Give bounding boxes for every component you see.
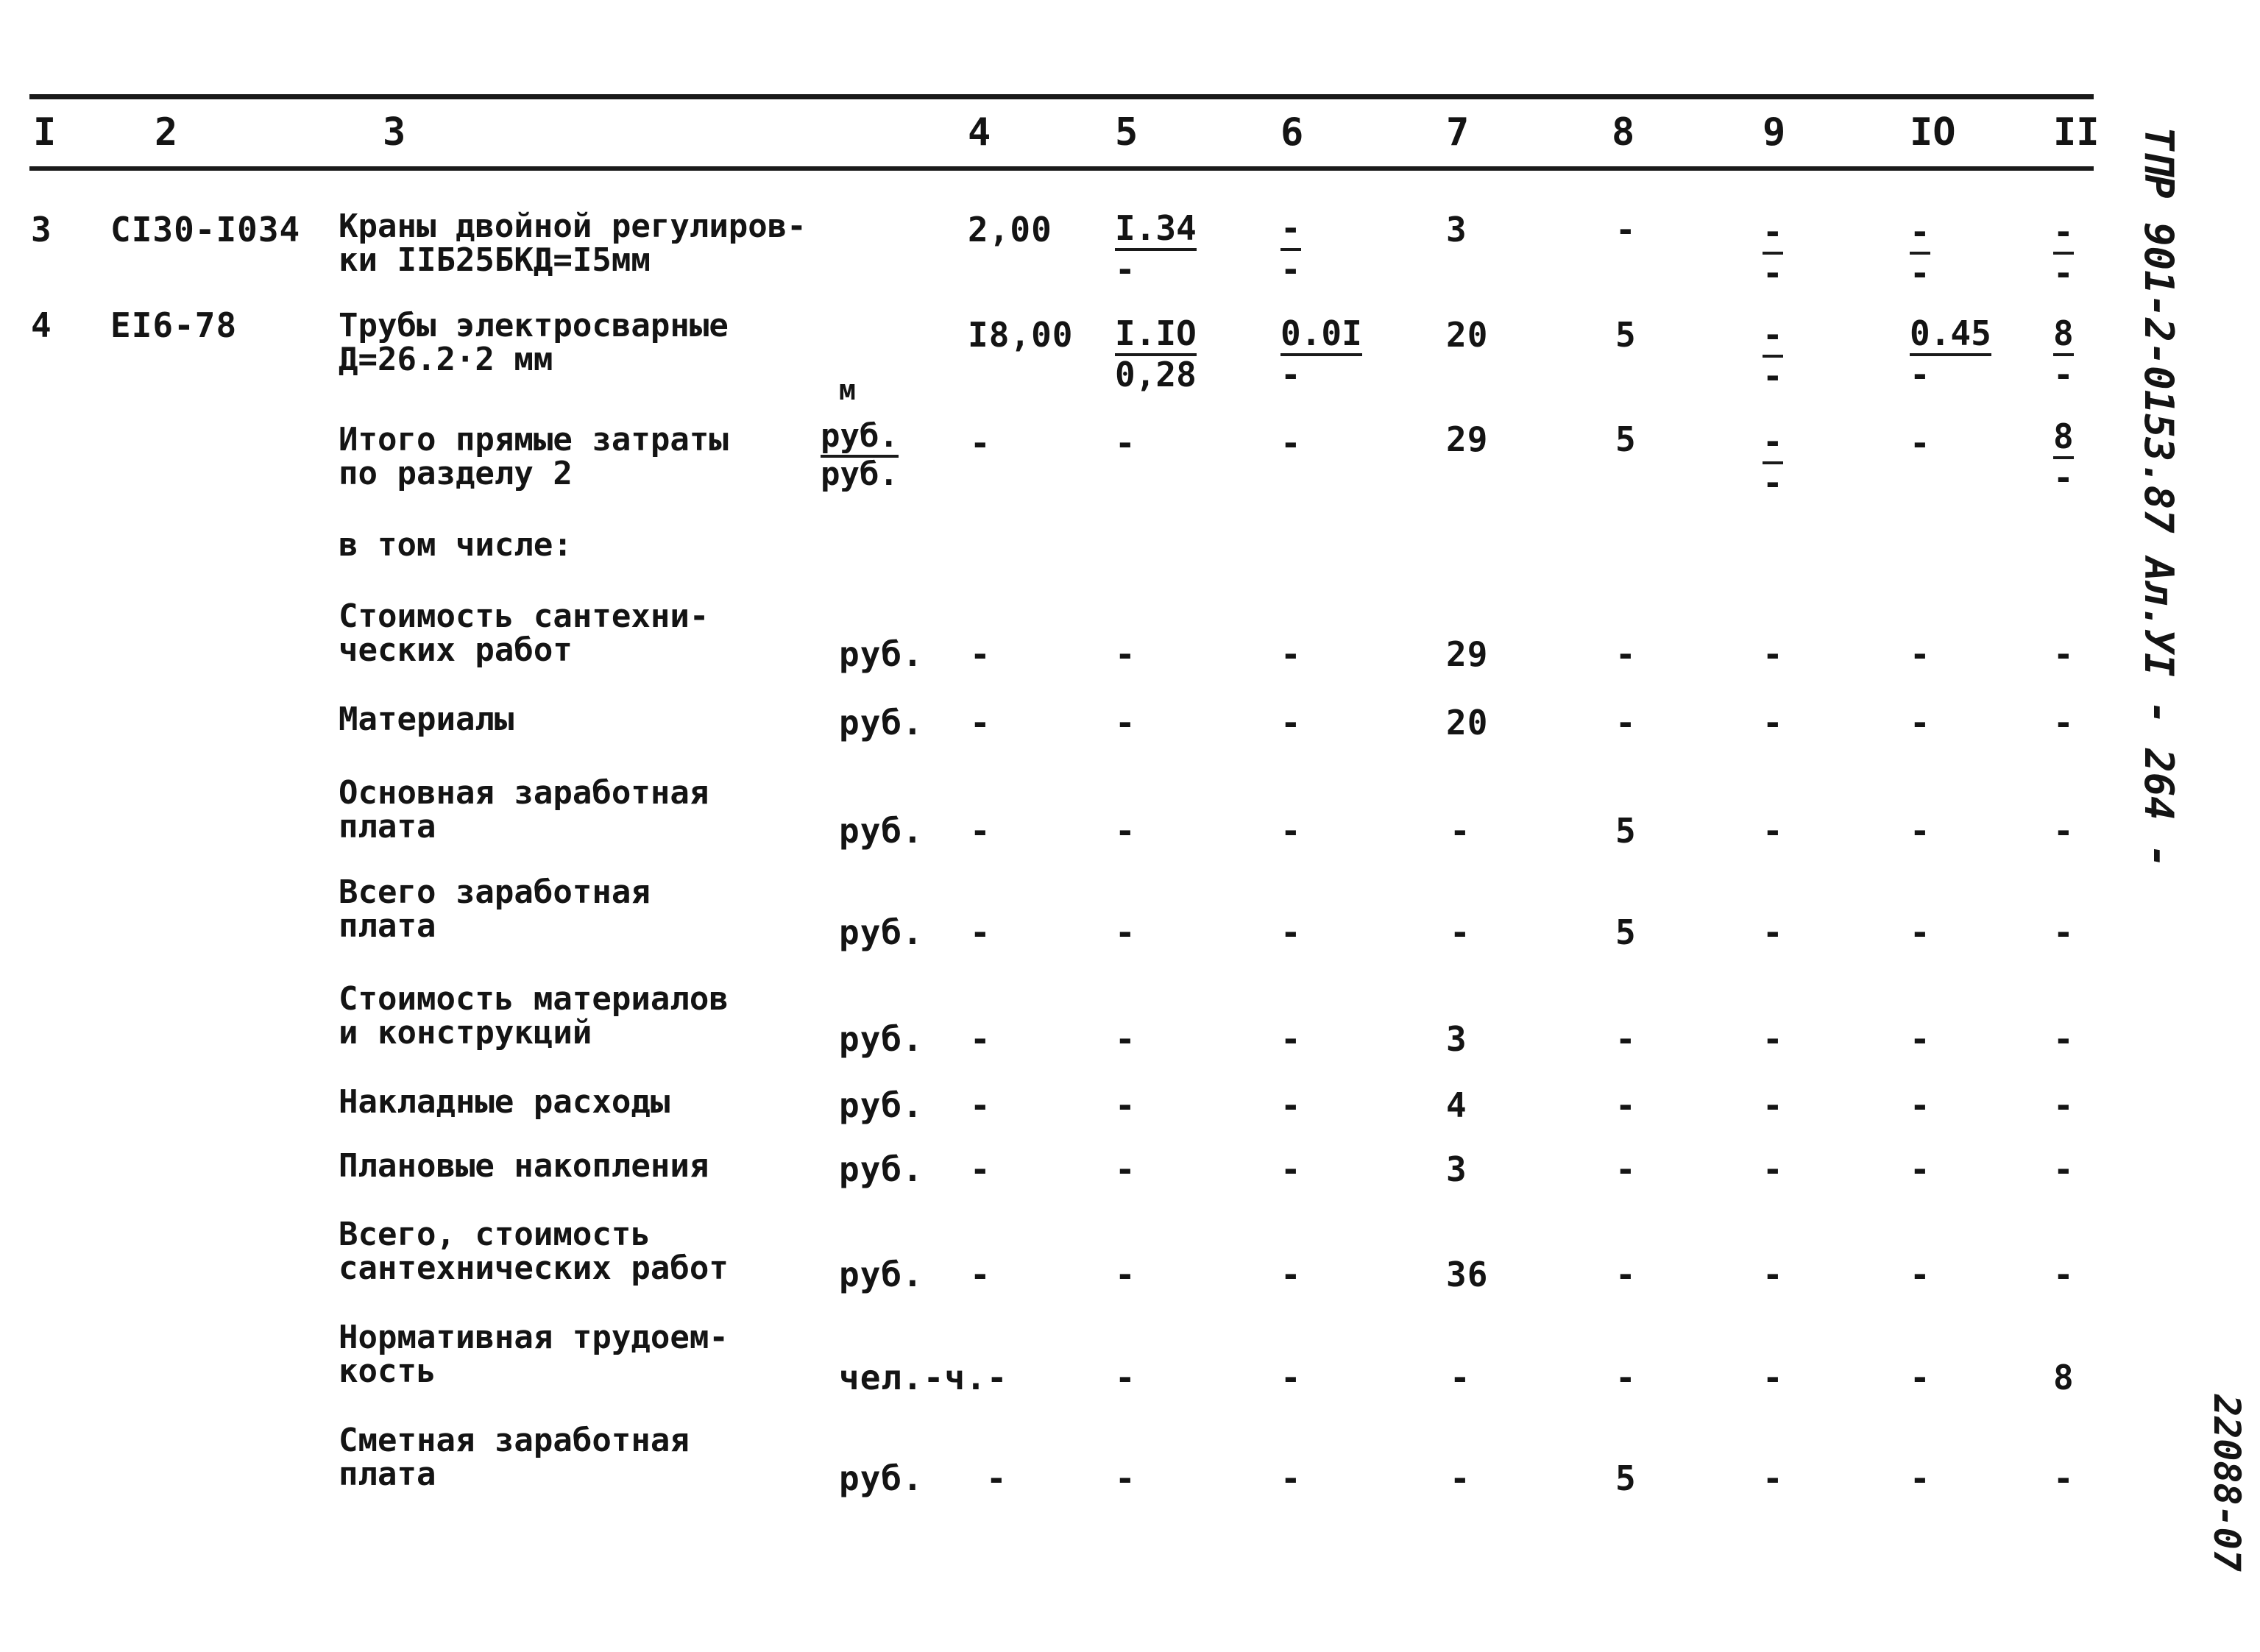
s10-unit: руб.: [839, 1458, 924, 1498]
s4-unit: руб.: [839, 912, 924, 952]
row3-col10-num: -: [1910, 213, 1930, 255]
total-col11-num: 8: [2053, 418, 2074, 459]
s1-unit: руб.: [839, 634, 924, 674]
s4-col10: -: [1910, 912, 1930, 952]
col-header-3: 3: [383, 110, 406, 155]
s4-col8: 5: [1615, 912, 1637, 952]
s5-description: Стоимость материалов и конструкций: [339, 980, 729, 1052]
s2-col10: -: [1910, 703, 1930, 742]
s4-col9: -: [1763, 912, 1783, 952]
col-header-7: 7: [1446, 110, 1470, 155]
s7-description: Плановые накопления: [339, 1147, 709, 1185]
s4-description: Всего заработная плата: [339, 873, 651, 945]
row4-col9-fraction: [1763, 316, 1783, 394]
s5-col6: -: [1280, 1019, 1301, 1059]
row3-col6-den: -: [1280, 249, 1301, 289]
s8-col11: -: [2053, 1255, 2074, 1294]
s5-col9: -: [1763, 1019, 1783, 1059]
s9-col8: -: [1615, 1358, 1636, 1397]
row4-col9-den: -: [1763, 356, 1783, 396]
s6-col8: -: [1615, 1085, 1636, 1125]
s8-unit: руб.: [839, 1255, 924, 1294]
row3-col7: 3: [1446, 210, 1467, 249]
row4-code: EI6-78: [110, 305, 238, 345]
s1-col5: -: [1115, 634, 1136, 674]
s6-col11: -: [2053, 1085, 2074, 1125]
row4-number: 4: [31, 305, 52, 345]
s4-col6: -: [1280, 912, 1301, 952]
row3-col10-den: -: [1910, 253, 1930, 293]
total-description: Итого прямые затраты по разделу 2: [339, 421, 729, 492]
s9-col9: -: [1763, 1358, 1783, 1397]
col-header-1: I: [33, 110, 57, 155]
s2-col9: -: [1763, 703, 1783, 742]
header-bottom-rule: [29, 166, 2094, 171]
s3-col4: -: [970, 811, 991, 851]
s8-col8: -: [1615, 1255, 1636, 1294]
s7-col11: -: [2053, 1149, 2074, 1189]
s3-col11: -: [2053, 811, 2074, 851]
row3-col11-fraction: [2053, 213, 2074, 291]
s2-col11: -: [2053, 703, 2074, 742]
row3-number: 3: [31, 210, 52, 249]
row3-col8: -: [1615, 210, 1637, 249]
total-col11-fraction: [2053, 418, 2074, 496]
s7-col9: -: [1763, 1149, 1783, 1189]
s6-col5: -: [1115, 1085, 1136, 1125]
row3-col9-den: -: [1763, 253, 1783, 293]
top-rule: [29, 94, 2094, 99]
total-col4: -: [970, 423, 991, 463]
s9-col7: -: [1450, 1358, 1470, 1397]
row3-code: CI30-I034: [110, 210, 301, 249]
s9-col5: -: [1115, 1358, 1136, 1397]
s8-col9: -: [1763, 1255, 1783, 1294]
s8-col7: 36: [1446, 1255, 1489, 1294]
row3-col5-den: -: [1115, 249, 1136, 289]
row3-col5-fraction: [1115, 210, 1197, 288]
row4-col5-den: 0,28: [1115, 355, 1197, 394]
including-label: в том числе:: [339, 526, 573, 564]
s9-description: Нормативная трудоем- кость: [339, 1319, 729, 1390]
s7-col5: -: [1115, 1149, 1136, 1189]
s10-col4: -: [986, 1458, 1007, 1498]
s2-col7: 20: [1446, 703, 1489, 742]
s6-col4: -: [970, 1085, 991, 1125]
s6-description: Накладные расходы: [339, 1083, 670, 1121]
row3-col5-num: I.34: [1115, 210, 1197, 251]
s6-col10: -: [1910, 1085, 1930, 1125]
s5-col7: 3: [1446, 1019, 1467, 1059]
total-col11-den: -: [2053, 458, 2074, 497]
s2-col8: -: [1615, 703, 1636, 742]
col-header-10: IO: [1910, 110, 1956, 155]
col-header-5: 5: [1115, 110, 1138, 155]
s7-col7: 3: [1446, 1149, 1467, 1189]
row3-col11-den: -: [2053, 253, 2074, 293]
row4-col8: 5: [1615, 315, 1637, 355]
row3-col9-fraction: [1763, 213, 1783, 291]
row3-col4: 2,00: [968, 210, 1052, 249]
s6-col6: -: [1280, 1085, 1301, 1125]
s7-col6: -: [1280, 1149, 1301, 1189]
s5-col10: -: [1910, 1019, 1930, 1059]
row3-col9-num: -: [1763, 213, 1783, 255]
s3-col8: 5: [1615, 811, 1637, 851]
s5-col11: -: [2053, 1019, 2074, 1059]
s4-col7: -: [1450, 912, 1470, 952]
col-header-8: 8: [1612, 110, 1635, 155]
s8-col5: -: [1115, 1255, 1136, 1294]
total-col9-den: -: [1763, 463, 1783, 503]
s10-col8: 5: [1615, 1458, 1637, 1498]
s4-col5: -: [1115, 912, 1136, 952]
s2-col4: -: [970, 703, 991, 742]
row4-col11-fraction: [2053, 315, 2074, 393]
s1-col8: -: [1615, 634, 1636, 674]
s5-col4: -: [970, 1019, 991, 1059]
row4-col11-den: -: [2053, 355, 2074, 394]
s1-col4: -: [970, 634, 991, 674]
s7-col4: -: [970, 1149, 991, 1189]
s9-col10: -: [1910, 1358, 1930, 1397]
s3-col5: -: [1115, 811, 1136, 851]
s4-col11: -: [2053, 912, 2074, 952]
row4-col10-num: 0.45: [1910, 315, 1991, 356]
s1-description: Стоимость сантехни- ческих работ: [339, 598, 709, 669]
s1-col7: 29: [1446, 634, 1489, 674]
row3-description: Краны двойной регулиров- ки IIБ25БКД=I5мм: [339, 208, 807, 279]
s2-description: Материалы: [339, 701, 514, 738]
row4-col4: I8,00: [968, 315, 1074, 355]
s7-col10: -: [1910, 1149, 1930, 1189]
corner-note: 22088-07: [2206, 1394, 2248, 1572]
col-header-9: 9: [1763, 110, 1786, 155]
s10-col10: -: [1910, 1458, 1930, 1498]
s1-col9: -: [1763, 634, 1783, 674]
row3-col10-fraction: [1910, 213, 1930, 291]
s3-description: Основная заработная плата: [339, 774, 709, 846]
s3-col7: -: [1450, 811, 1470, 851]
s8-col6: -: [1280, 1255, 1301, 1294]
s3-col9: -: [1763, 811, 1783, 851]
row4-col10-den: -: [1910, 355, 1930, 394]
s10-col7: -: [1450, 1458, 1470, 1498]
row4-description: Трубы электросварные Д=26.2·2 мм: [339, 307, 729, 378]
s8-col4: -: [970, 1255, 991, 1294]
total-col10: -: [1910, 423, 1930, 463]
s3-unit: руб.: [839, 811, 924, 851]
s9-col6: -: [1280, 1358, 1301, 1397]
row3-col11-num: -: [2053, 213, 2074, 255]
s8-description: Всего, стоимость сантехнических работ: [339, 1216, 729, 1287]
s3-col10: -: [1910, 811, 1930, 851]
col-header-11: II: [2053, 110, 2100, 155]
total-unit-den: руб.: [821, 455, 899, 493]
s5-col8: -: [1615, 1019, 1636, 1059]
s2-unit: руб.: [839, 703, 924, 742]
s5-unit: руб.: [839, 1019, 924, 1059]
row3-col6-num: -: [1280, 210, 1301, 251]
s1-col10: -: [1910, 634, 1930, 674]
col-header-4: 4: [968, 110, 991, 155]
s1-col11: -: [2053, 634, 2074, 674]
s7-col8: -: [1615, 1149, 1636, 1189]
s2-col6: -: [1280, 703, 1301, 742]
total-col8: 5: [1615, 419, 1637, 459]
row4-col6-den: -: [1280, 355, 1301, 394]
row3-col6-fraction: [1280, 210, 1301, 288]
total-unit-fraction: [821, 419, 899, 492]
row4-unit: м: [839, 374, 857, 406]
row4-col7: 20: [1446, 315, 1489, 355]
row4-col6-num: 0.0I: [1280, 315, 1362, 356]
s10-col11: -: [2053, 1458, 2074, 1498]
s2-col5: -: [1115, 703, 1136, 742]
s10-col9: -: [1763, 1458, 1783, 1498]
s10-description: Сметная заработная плата: [339, 1422, 690, 1493]
total-unit-num: руб.: [821, 419, 899, 458]
row4-col6-fraction: [1280, 315, 1362, 393]
s6-col9: -: [1763, 1085, 1783, 1125]
row4-col11-num: 8: [2053, 315, 2074, 356]
s4-col4: -: [970, 912, 991, 952]
s8-col10: -: [1910, 1255, 1930, 1294]
col-header-6: 6: [1280, 110, 1304, 155]
side-stamp: ТПР 901-2-0153.87 Ал.УI - 264 -: [2136, 127, 2182, 868]
row4-col5-num: I.IO: [1115, 315, 1197, 356]
total-col9-fraction: [1763, 423, 1783, 501]
s10-col6: -: [1280, 1458, 1301, 1498]
total-col7: 29: [1446, 419, 1489, 459]
s9-unit: чел.-ч.-: [839, 1358, 1008, 1397]
row4-col10-fraction: [1910, 315, 1991, 393]
total-col5: -: [1115, 423, 1136, 463]
s5-col5: -: [1115, 1019, 1136, 1059]
s6-unit: руб.: [839, 1085, 924, 1125]
row4-col9-num: -: [1763, 316, 1783, 358]
s6-col7: 4: [1446, 1085, 1467, 1125]
col-header-2: 2: [155, 110, 178, 155]
total-col9-num: -: [1763, 423, 1783, 464]
s10-col5: -: [1115, 1458, 1136, 1498]
s9-col11: 8: [2053, 1358, 2075, 1397]
s7-unit: руб.: [839, 1149, 924, 1189]
s1-col6: -: [1280, 634, 1301, 674]
s3-col6: -: [1280, 811, 1301, 851]
total-col6: -: [1280, 423, 1301, 463]
row4-col5-fraction: [1115, 315, 1197, 393]
